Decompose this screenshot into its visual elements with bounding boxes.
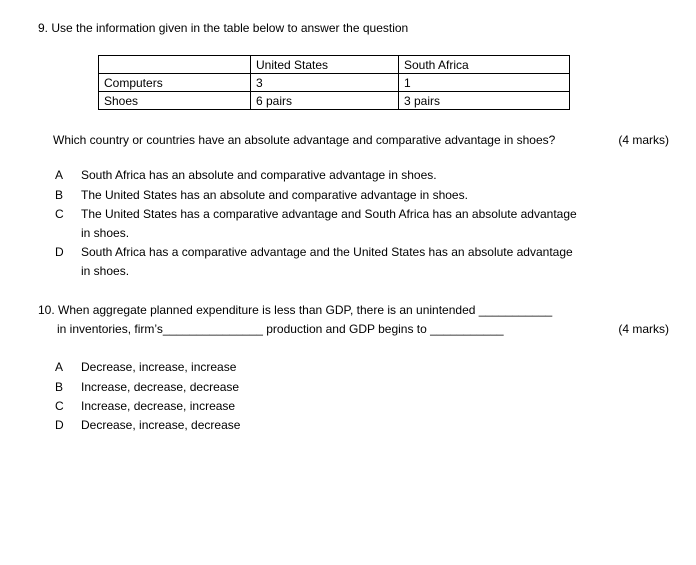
table-cell: 3 xyxy=(251,74,399,92)
option-letter: A xyxy=(55,360,64,374)
option-text: Increase, decrease, increase xyxy=(81,399,236,413)
option-letter: D xyxy=(55,245,64,259)
q9-marks: (4 marks) xyxy=(618,133,669,147)
option-letter: D xyxy=(55,418,64,432)
table-cell: 3 pairs xyxy=(399,92,570,110)
table-cell: 1 xyxy=(399,74,570,92)
option-letter: A xyxy=(55,168,64,182)
table-header-row xyxy=(99,56,570,74)
option-text: South Africa has an absolute and comparative advantage in shoes. xyxy=(81,168,437,182)
comparison-table xyxy=(98,55,570,110)
option-letter: C xyxy=(55,399,64,413)
q10-question-line2: in inventories, firm’s_______________ production and GDP begins to ___________ xyxy=(57,322,504,336)
table-cell: Computers xyxy=(99,74,251,92)
table-cell: Shoes xyxy=(99,92,251,110)
option-text: The United States has a comparative advantage and South Africa has an absolute advantage xyxy=(81,207,577,221)
option-text: The United States has an absolute and comparative advantage in shoes. xyxy=(81,188,468,202)
option-text: Increase, decrease, decrease xyxy=(81,380,240,394)
option-letter: B xyxy=(55,188,64,202)
option-text: Decrease, increase, decrease xyxy=(81,418,241,432)
table-header-cell xyxy=(99,56,251,74)
table-row xyxy=(99,74,570,92)
option-letter: B xyxy=(55,380,64,394)
table-header-cell: United States xyxy=(251,56,399,74)
q10-question-line1: 10. When aggregate planned expenditure is less than GDP, there is an unintended ___________ xyxy=(38,303,553,317)
table-header-cell: South Africa xyxy=(399,56,570,74)
option-text-continued: in shoes. xyxy=(81,226,130,240)
q9-intro: 9. Use the information given in the table below to answer the question xyxy=(38,21,409,35)
table-cell: 6 pairs xyxy=(251,92,399,110)
option-text: South Africa has a comparative advantage and the United States has an absolute advantage xyxy=(81,245,573,259)
q9-question: Which country or countries have an absolute advantage and comparative advantage in shoes? xyxy=(53,133,556,147)
table-row xyxy=(99,92,570,110)
option-text: Decrease, increase, increase xyxy=(81,360,237,374)
option-text-continued: in shoes. xyxy=(81,264,130,278)
q10-marks: (4 marks) xyxy=(618,322,669,336)
option-letter: C xyxy=(55,207,64,221)
